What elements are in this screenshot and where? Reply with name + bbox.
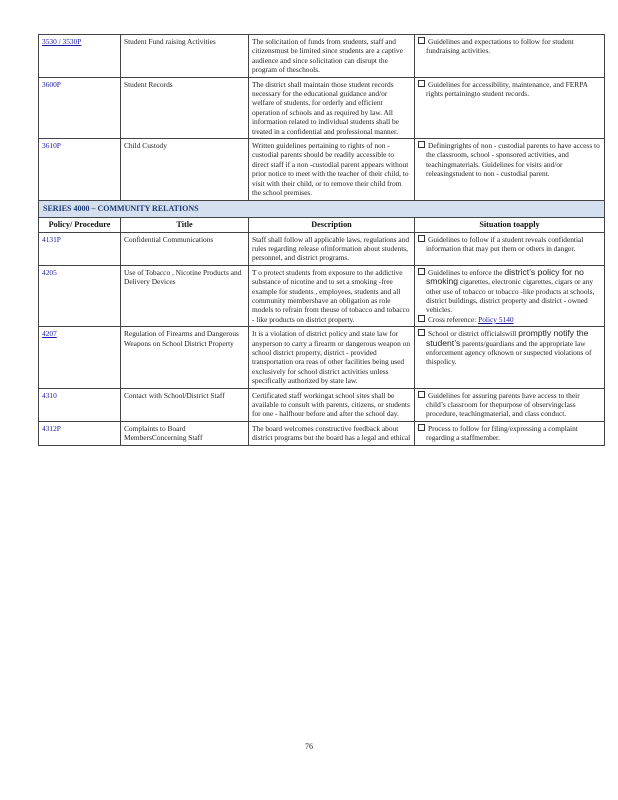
checkbox-bullet-icon: [418, 391, 425, 398]
policy-title: Student Fund raising Activities: [121, 35, 249, 78]
policy-description: Certificated staff workingat school sites shall be available to consult with parents, citizens, or students for one - halfhour before and after the school day.: [249, 388, 415, 421]
policy-code: 4131P: [42, 234, 61, 244]
policy-code-cell: [39, 139, 121, 200]
situation-bullet: [418, 37, 601, 56]
table-row: [39, 388, 605, 421]
series-label: SERIES 4000 – COMMUNITY RELATIONS: [39, 200, 605, 217]
policy-title: Regulation of Firearms and Dangerous Weapons on School District Property: [121, 327, 249, 388]
header-policy: Policy/ Procedure: [39, 217, 121, 232]
situation-text: Guidelines and expectations to follow for student fundraising activities.: [426, 37, 574, 56]
policy-code-cell: [39, 265, 121, 326]
cross-reference: [418, 315, 601, 324]
policy-code-cell: [39, 232, 121, 265]
checkbox-bullet-icon: [418, 315, 425, 322]
checkbox-bullet-icon: [418, 141, 425, 148]
table-row: [39, 265, 605, 326]
cross-reference-label: Cross reference:: [428, 314, 477, 324]
policy-description: Written guidelines pertaining to rights of non -custodial parents should be readily accessible to direct staff if a non -custodial parent appears without prior notice to meet with the teacher of their child, to visit with their child, or to remove their child from the school premises.: [249, 139, 415, 200]
situation-text: parents/guardians and the appropriate law enforcement agency ofknown or suspected violations of thispolicy.: [426, 338, 592, 367]
situation-text: School or district officialswill: [428, 329, 519, 339]
policy-code-cell: [39, 35, 121, 78]
policy-table: [38, 34, 605, 446]
table-row: [39, 139, 605, 200]
situation-bullet: [418, 329, 601, 367]
policy-code-cell: [39, 421, 121, 445]
policy-situation: [415, 35, 605, 78]
situation-text: Definingrights of non - custodial parents to have access to the classroom, school - sponsored activities, and teachingmaterials. Guidelines for visits and/or releasingstudent to non - custodial parent.: [426, 141, 600, 179]
table-row: [39, 232, 605, 265]
policy-situation: [415, 327, 605, 388]
situation-text: Guidelines to enforce the: [428, 267, 505, 277]
policy-situation: [415, 232, 605, 265]
policy-title: Complaints to Board MembersConcerning Staff: [121, 421, 249, 445]
policy-title: Contact with School/District Staff: [121, 388, 249, 421]
policy-description: The board welcomes constructive feedback about district programs but the board has a legal and ethical: [249, 421, 415, 445]
situation-emphasis: promptly notify the student’s: [426, 328, 589, 348]
cross-reference-link[interactable]: Policy 5140: [478, 314, 514, 324]
policy-description: Staff shall follow all applicable laws, regulations and rules regarding release ofinformation about students, personnel, and district programs.: [249, 232, 415, 265]
checkbox-bullet-icon: [418, 424, 425, 431]
policy-code-link[interactable]: 3530 / 3530P: [42, 37, 82, 46]
checkbox-bullet-icon: [418, 268, 425, 275]
situation-bullet: [418, 235, 601, 254]
situation-text: Process to follow for filing/expressing a complaint regarding a staffmember.: [426, 423, 578, 443]
table-row: [39, 421, 605, 445]
page-number: 76: [305, 742, 313, 751]
policy-code-cell: [39, 388, 121, 421]
policy-title: Child Custody: [121, 139, 249, 200]
policy-code-cell: [39, 77, 121, 138]
checkbox-bullet-icon: [418, 80, 425, 87]
policy-title: Student Records: [121, 77, 249, 138]
situation-text: Guidelines for assuring parents have access to their child’s classroom for thepurpose of observingclass procedure, teachingmaterial, and class conduct.: [426, 390, 580, 419]
policy-description: T o protect students from exposure to the addictive substance of nicotine and to set a smoking -free example for students , employees, students and all community membershave an obligation as role models to refrain from theuse of tobacco and tobacco - like products on district property.: [249, 265, 415, 326]
situation-bullet: [418, 424, 601, 443]
header-situation: Situation toapply: [415, 217, 605, 232]
policy-code-cell: [39, 327, 121, 388]
policy-situation: [415, 421, 605, 445]
situation-text: cigarettes, electronic cigarettes, cigars or any other use of tobacco or tobacco -like products at schools, district buildings, district property and district - owned vehicles.: [426, 277, 595, 315]
table-row: [39, 327, 605, 388]
header-description: Description: [249, 217, 415, 232]
header-title: Title: [121, 217, 249, 232]
policy-situation: [415, 388, 605, 421]
policy-description: The district shall maintain those student records necessary for the educational guidance and/or welfare of students, for orderly and efficient operation of schools and as required by law. All information related to individual students shall be treated in a confidential and professional manner.: [249, 77, 415, 138]
table-row: [39, 35, 605, 78]
series-header-row: [39, 200, 605, 217]
policy-code: 4310: [42, 390, 57, 400]
situation-bullet: [418, 391, 601, 419]
policy-code: 4205: [42, 267, 57, 277]
policy-code: 3610P: [42, 141, 61, 151]
policy-code-link[interactable]: 4207: [42, 329, 57, 339]
policy-situation: [415, 139, 605, 200]
checkbox-bullet-icon: [418, 37, 425, 44]
table-row: [39, 77, 605, 138]
checkbox-bullet-icon: [418, 235, 425, 242]
policy-page: [38, 34, 600, 446]
policy-code: 3600P: [42, 79, 61, 89]
situation-text: Guidelines to follow if a student reveals confidential information that may put them or others in danger.: [426, 234, 584, 253]
policy-title: Use of Tobacco , Nicotine Products and Delivery Devices: [121, 265, 249, 326]
checkbox-bullet-icon: [418, 329, 425, 336]
column-header-row: [39, 217, 605, 232]
situation-bullet: [418, 141, 601, 179]
situation-emphasis: district’s policy for no smoking: [426, 266, 584, 287]
situation-bullet: [418, 268, 601, 315]
situation-text: Guidelines for accessibility, maintenance, and FERPA rights pertainingto student records.: [426, 79, 588, 99]
policy-situation: [415, 77, 605, 138]
policy-situation: [415, 265, 605, 326]
policy-title: Confidential Communications: [121, 232, 249, 265]
situation-bullet: [418, 80, 601, 99]
policy-description: It is a violation of district policy and state law for anyperson to carry a firearm or dangerous weapon on school district property, district - provided transportation ora reas of other facilities being used exclusively for school district activities unless specifically authorized by state law.: [249, 327, 415, 388]
policy-code: 4312P: [42, 423, 61, 433]
policy-description: The solicitation of funds from students, staff and citizensmust be limited since students are a captive audience and since solicitation can disrupt the program of theschools.: [249, 35, 415, 78]
